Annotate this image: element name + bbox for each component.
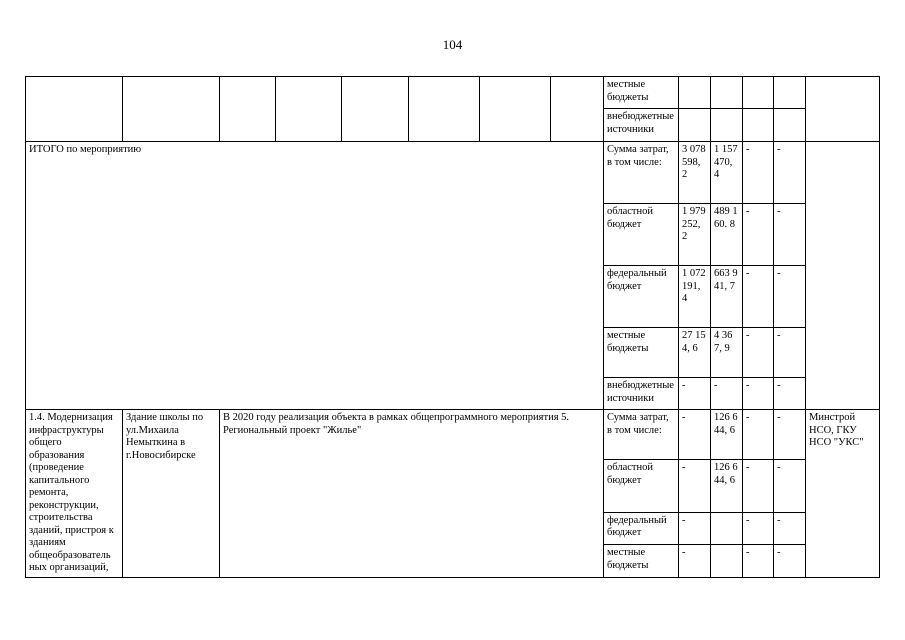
- value-cell: 126 644, 6: [711, 410, 743, 460]
- value-cell: 4 367, 9: [711, 328, 743, 378]
- funding-source-label: местные бюджеты: [604, 77, 679, 109]
- table-row: [26, 410, 880, 460]
- value-cell: -: [711, 378, 743, 410]
- funding-source-label: внебюджетные источники: [604, 378, 679, 410]
- value-cell: [774, 109, 806, 142]
- funding-source-label: федеральный бюджет: [604, 512, 679, 544]
- funding-source-label: Сумма затрат, в том числе:: [604, 142, 679, 204]
- value-cell: [711, 512, 743, 544]
- empty-cell: [220, 77, 276, 142]
- funding-source-label: Сумма затрат, в том числе:: [604, 410, 679, 460]
- value-cell: 27 154, 6: [679, 328, 711, 378]
- value-cell: -: [679, 410, 711, 460]
- funding-source-label: областной бюджет: [604, 204, 679, 266]
- value-cell: -: [774, 378, 806, 410]
- executor-cell: [806, 77, 880, 142]
- value-cell: [711, 77, 743, 109]
- value-cell: -: [743, 545, 774, 577]
- measure-name: 1.4. Модернизация инфраструктуры общего образования (проведение капитального ремонта, реконструкции, строительства зданий, пристроя к зданиям общеобразователь ных организаций,: [26, 410, 123, 578]
- value-cell: -: [679, 512, 711, 544]
- value-cell: -: [743, 204, 774, 266]
- value-cell: 489 160. 8: [711, 204, 743, 266]
- value-cell: 3 078 598, 2: [679, 142, 711, 204]
- value-cell: [743, 77, 774, 109]
- value-cell: -: [774, 328, 806, 378]
- funding-source-label: местные бюджеты: [604, 545, 679, 577]
- table-row: [26, 77, 880, 109]
- value-cell: -: [743, 410, 774, 460]
- value-cell: -: [774, 512, 806, 544]
- empty-cell: [551, 77, 604, 142]
- object-name: Здание школы по ул.Михаила Немыткина в г.Новосибирске: [123, 410, 220, 578]
- value-cell: -: [774, 142, 806, 204]
- value-cell: 1 072 191, 4: [679, 266, 711, 328]
- value-cell: -: [743, 328, 774, 378]
- empty-cell: [26, 77, 123, 142]
- empty-cell: [409, 77, 480, 142]
- value-cell: [679, 77, 711, 109]
- value-cell: 1 157 470, 4: [711, 142, 743, 204]
- value-cell: -: [774, 460, 806, 512]
- value-cell: 126 644, 6: [711, 460, 743, 512]
- value-cell: -: [679, 545, 711, 577]
- value-cell: -: [743, 460, 774, 512]
- value-cell: -: [679, 460, 711, 512]
- value-cell: 663 941, 7: [711, 266, 743, 328]
- table-row: [26, 142, 880, 204]
- empty-cell: [342, 77, 409, 142]
- value-cell: [743, 109, 774, 142]
- funding-source-label: областной бюджет: [604, 460, 679, 512]
- implementation-note: В 2020 году реализация объекта в рамках общепрограммного мероприятия 5. Региональный проект "Жилье": [220, 410, 604, 578]
- value-cell: [774, 77, 806, 109]
- value-cell: 1 979 252, 2: [679, 204, 711, 266]
- budget-table: [25, 76, 880, 578]
- value-cell: -: [774, 545, 806, 577]
- value-cell: [711, 109, 743, 142]
- funding-source-label: внебюджетные источники: [604, 109, 679, 142]
- page-number: 104: [442, 37, 463, 52]
- value-cell: -: [743, 378, 774, 410]
- value-cell: [711, 545, 743, 577]
- value-cell: -: [743, 266, 774, 328]
- executor-cell: Минстрой НСО, ГКУ НСО "УКС": [806, 410, 880, 578]
- empty-cell: [276, 77, 342, 142]
- value-cell: -: [774, 410, 806, 460]
- value-cell: -: [743, 142, 774, 204]
- value-cell: -: [774, 266, 806, 328]
- empty-cell: [480, 77, 551, 142]
- value-cell: -: [743, 512, 774, 544]
- funding-source-label: местные бюджеты: [604, 328, 679, 378]
- value-cell: -: [774, 204, 806, 266]
- value-cell: [679, 109, 711, 142]
- value-cell: -: [679, 378, 711, 410]
- empty-cell: [123, 77, 220, 142]
- funding-source-label: федеральный бюджет: [604, 266, 679, 328]
- executor-cell: [806, 142, 880, 410]
- itogo-title: ИТОГО по мероприятию: [26, 142, 604, 410]
